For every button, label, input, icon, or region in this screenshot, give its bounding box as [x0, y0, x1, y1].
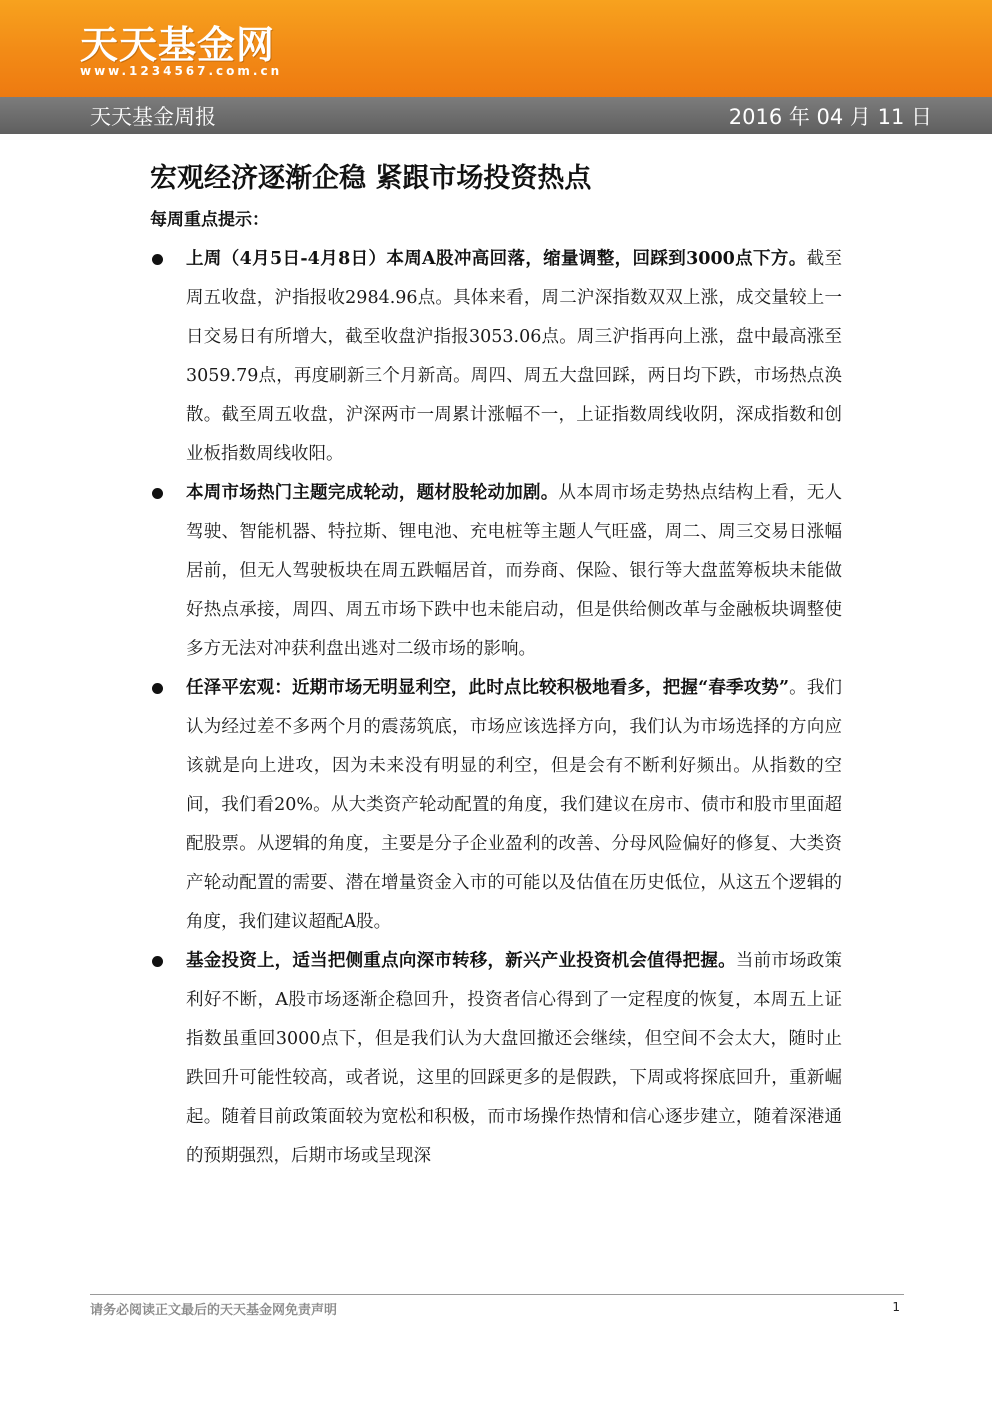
site-logo: 天天基金网 — [80, 23, 276, 67]
section-label: 每周重点提示： — [150, 210, 269, 230]
key-points-list — [150, 240, 842, 1176]
footer-divider — [90, 1294, 904, 1295]
report-name: 天天基金周报 — [90, 105, 216, 129]
key-point-lead: 基金投资上，适当把侧重点向深市转移，新兴产业投资机会值得把握。 — [186, 951, 736, 971]
key-point-lead: 上周（4月5日-4月8日）本周A股冲高回落，缩量调整，回踩到3000点下方。 — [186, 249, 807, 269]
key-point-item — [150, 240, 842, 474]
key-point-body: 。我们认为经过差不多两个月的震荡筑底，市场应该选择方向，我们认为市场选择的方向应该就是向上进攻，因为未来没有明显的利空，但是会有不断利好频出。从指数的空间，我们看20%。从大类资产轮动配置的角度，我们建议在房市、债市和股市里面超配股票。从逻辑的角度，主要是分子企业盈利的改善、分母风险偏好的修复、大类资产轮动配置的需要、潜在增量资金入市的可能以及估值在历史低位，从这五个逻辑的角度，我们建议超配A股。 — [186, 678, 842, 932]
key-point-body: 截至周五收盘，沪指报收2984.96点。具体来看，周二沪深指数双双上涨，成交量较上一日交易日有所增大，截至收盘沪指报3053.06点。周三沪指再向上涨，盘中最高涨至3059.79点，再度刷新三个月新高。周四、周五大盘回踩，两日均下跌，市场热点涣散。截至周五收盘，沪深两市一周累计涨幅不一，上证指数周线收阴，深成指数和创业板指数周线收阳。 — [186, 249, 842, 464]
page-number: 1 — [892, 1300, 900, 1314]
key-point-item — [150, 669, 842, 942]
site-url: www.1234567.com.cn — [80, 64, 283, 78]
key-point-lead: 本周市场热门主题完成轮动，题材股轮动加剧。 — [186, 483, 559, 503]
key-point-item — [150, 942, 842, 1176]
key-point-body: 从本周市场走势热点结构上看，无人驾驶、智能机器、特拉斯、锂电池、充电桩等主题人气旺盛，周二、周三交易日涨幅居前，但无人驾驶板块在周五跌幅居首，而券商、保险、银行等大盘蓝筹板块未能做好热点承接，周四、周五市场下跌中也未能启动，但是供给侧改革与金融板块调整使多方无法对冲获利盘出逃对二级市场的影响。 — [186, 483, 843, 659]
key-point-item — [150, 474, 842, 669]
footer-disclaimer: 请务必阅读正文最后的天天基金网免责声明 — [90, 1303, 338, 1318]
report-header-bar — [0, 97, 992, 134]
bullet-icon — [152, 254, 163, 265]
bullet-icon — [152, 683, 163, 694]
key-point-body: 当前市场政策利好不断，A股市场逐渐企稳回升，投资者信心得到了一定程度的恢复，本周五上证指数虽重回3000点下，但是我们认为大盘回撤还会继续，但空间不会太大，随时止跌回升可能性较高，或者说，这里的回踩更多的是假跌，下周或将探底回升，重新崛起。随着目前政策面较为宽松和积极，而市场操作热情和信心逐步建立，随着深港通的预期强烈，后期市场或呈现深 — [186, 951, 843, 1166]
bullet-icon — [152, 488, 163, 499]
bullet-icon — [152, 956, 163, 967]
key-point-lead: 任泽平宏观：近期市场无明显利空，此时点比较积极地看多，把握“春季攻势” — [186, 678, 790, 698]
report-date: 2016 年 04 月 11 日 — [728, 105, 932, 129]
page-title: 宏观经济逐渐企稳 紧跟市场投资热点 — [150, 163, 592, 194]
header-banner — [0, 0, 992, 97]
